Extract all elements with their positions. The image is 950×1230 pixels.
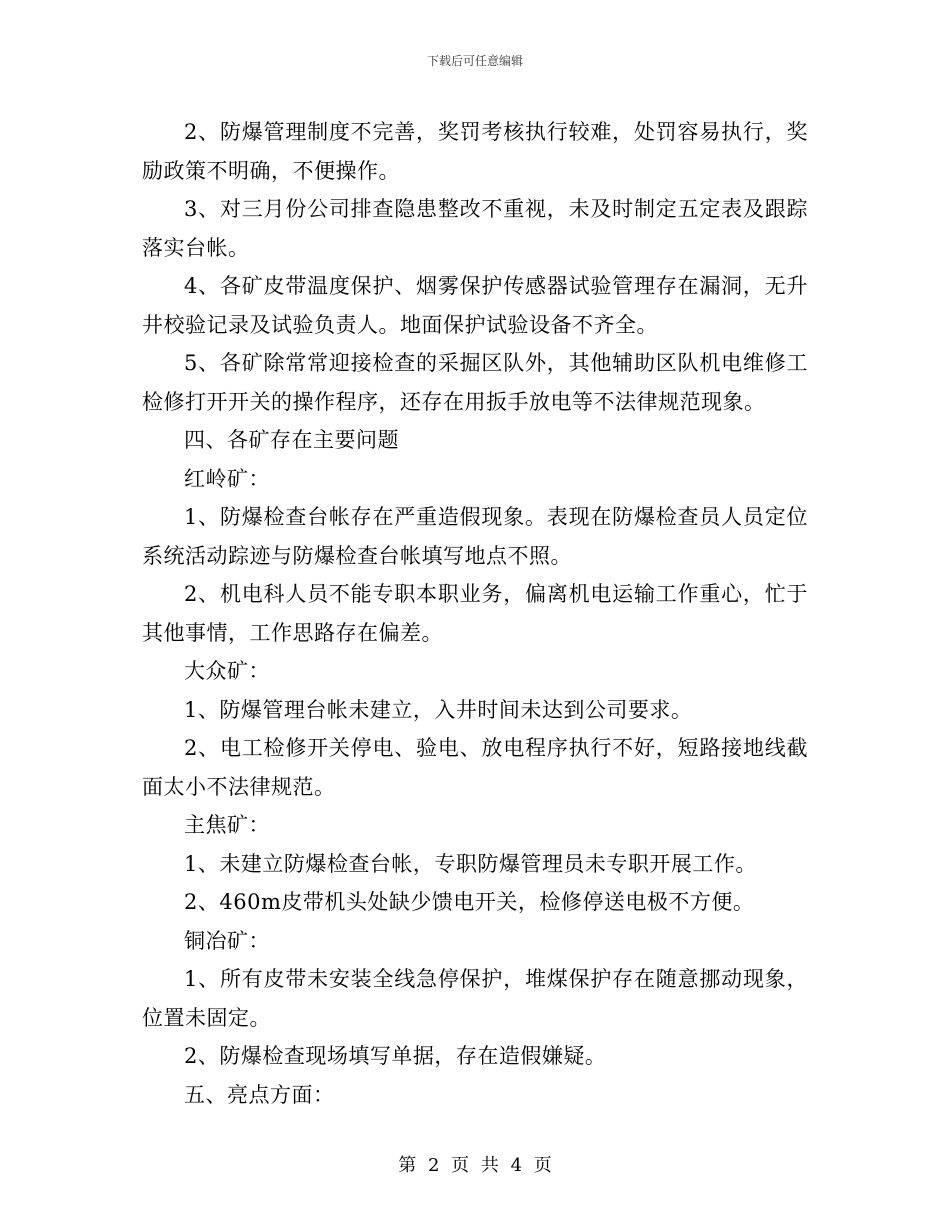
paragraph-problem-3: 3、对三月份公司排查隐患整改不重视，未及时制定五定表及跟踪落实台帐。 [142,197,808,260]
dazhong-item-1: 1、防爆管理台帐未建立，入井时间未达到公司要求。 [184,697,693,722]
tongye-item-1: 1、所有皮带未安装全线急停保护，堆煤保护存在随意挪动现象，位置未固定。 [142,967,808,1030]
mine-heading-tongye: 铜冶矿： [184,928,270,953]
section-heading-5: 五、亮点方面： [184,1082,335,1107]
hongling-item-2: 2、机电科人员不能专职本职业务，偏离机电运输工作重心，忙于其他事情，工作思路存在偏差。 [142,582,808,645]
page-header: 下载后可任意编辑 [426,54,523,68]
paragraph-problem-4: 4、各矿皮带温度保护、烟雾保护传感器试验管理存在漏洞，无升井校验记录及试验负责人。地面保护试验设备不齐全。 [142,274,808,337]
zhujiao-item-2: 2、460m皮带机头处缺少馈电开关，检修停送电极不方便。 [184,890,755,914]
paragraph-problem-5: 5、各矿除常常迎接检查的采掘区队外，其他辅助区队机电维修工检修打开开关的操作程序，还存在用扳手放电等不法律规范现象。 [142,351,808,414]
document-body [142,113,808,1114]
zhujiao-item-1: 1、未建立防爆检查台帐，专职防爆管理员未专职开展工作。 [184,851,757,876]
hongling-item-1: 1、防爆检查台帐存在严重造假现象。表现在防爆检查员人员定位系统活动踪迹与防爆检查台帐填写地点不照。 [142,505,808,568]
mine-heading-zhujiao: 主焦矿： [184,813,270,837]
section-heading-4: 四、各矿存在主要问题 [184,428,399,452]
tongye-item-2: 2、防爆检查现场填写单据，存在造假嫌疑。 [184,1044,607,1068]
mine-heading-dazhong: 大众矿： [184,659,270,683]
dazhong-item-2: 2、电工检修开关停电、验电、放电程序执行不好，短路接地线截面太小不法律规范。 [142,736,808,799]
page-footer: 第 2 页 共 4 页 [398,1155,552,1176]
mine-heading-hongling: 红岭矿： [184,466,270,491]
paragraph-problem-2: 2、防爆管理制度不完善，奖罚考核执行较难，处罚容易执行，奖励政策不明确，不便操作。 [142,120,808,183]
